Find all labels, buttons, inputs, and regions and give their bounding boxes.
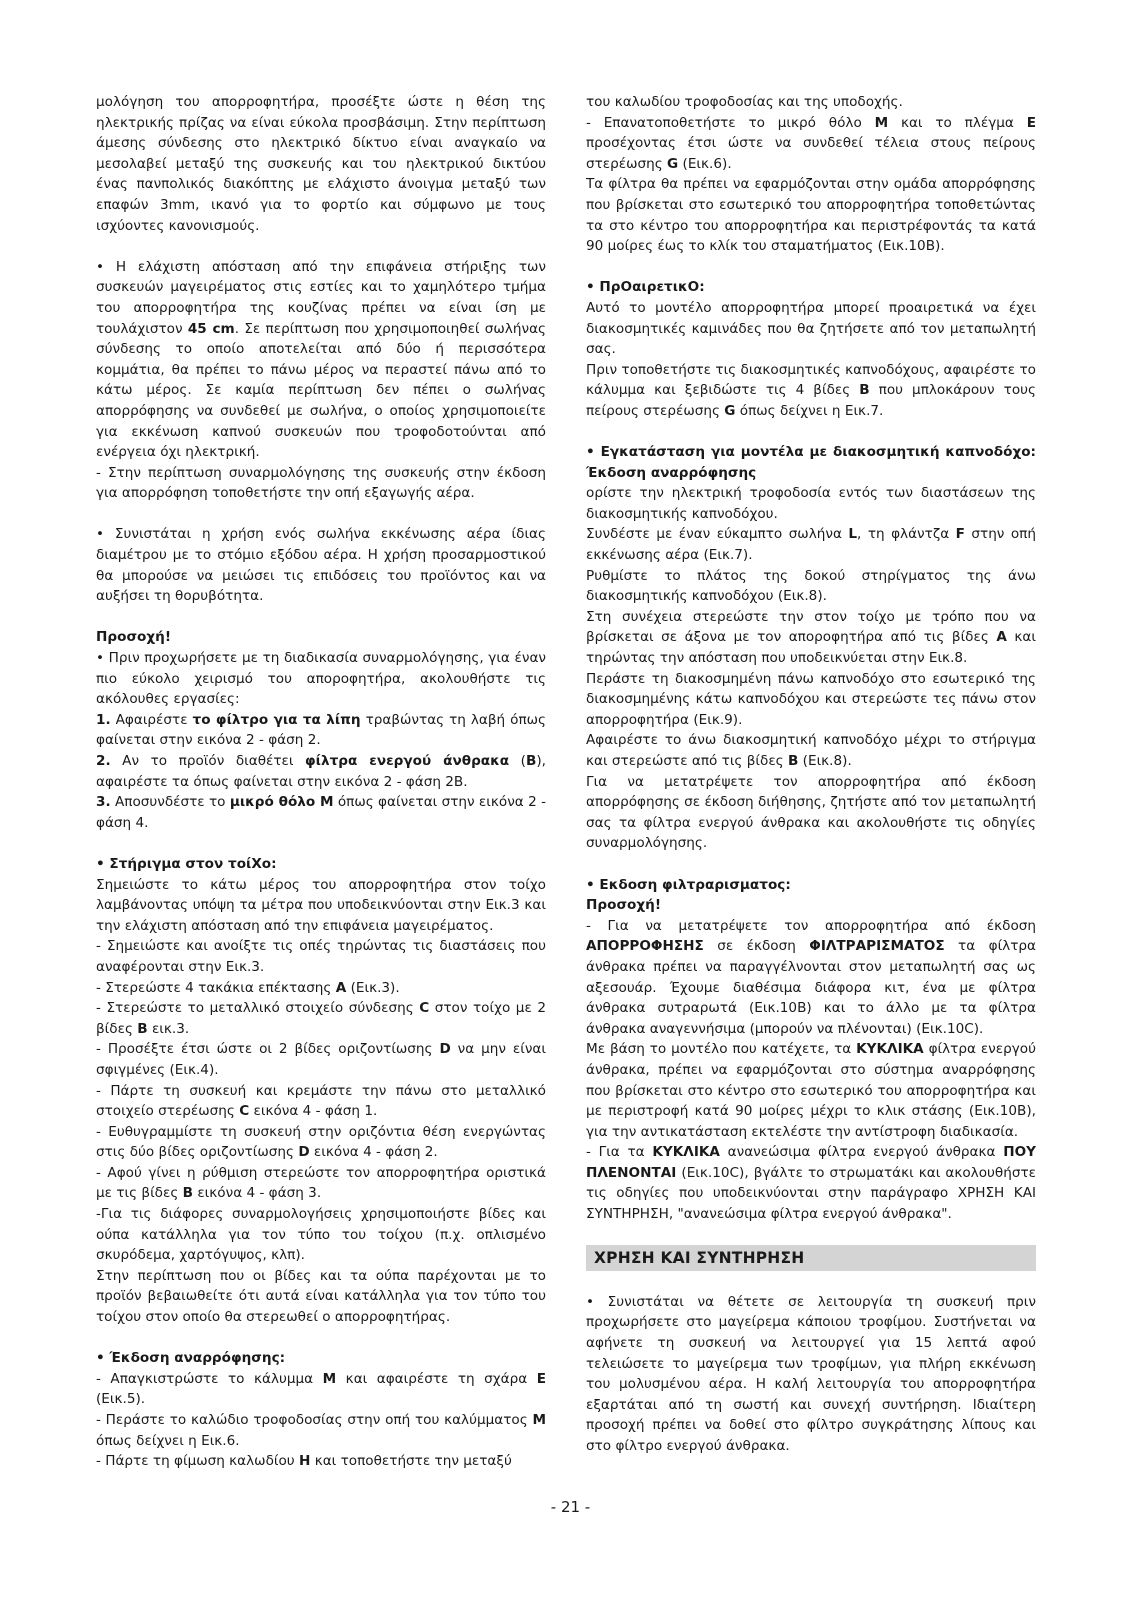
text-run: - Προσέξτε έτσι ώστε οι 2 βίδες οριζοντίωσης — [96, 1041, 440, 1058]
bold-text: L — [848, 526, 858, 543]
paragraph — [586, 113, 1036, 175]
text-run: - Επανατοποθετήστε το μικρό θόλο — [586, 114, 875, 131]
right-column — [586, 92, 1036, 1457]
bold-text: G — [667, 155, 679, 172]
bold-text: B — [787, 753, 799, 769]
section-heading: ΧΡΗΣΗ ΚΑΙ ΣΥΝΤΗΡΗΣΗ — [586, 1245, 1036, 1271]
paragraph — [586, 1142, 1036, 1224]
text-run: • Η ελάχιστη απόσταση από την επιφάνεια στήριξης των συσκευών μαγειρέματος στις εστίες και το χαμηλότερο τμήμα του απορροφητήρα της κουζίνας πρέπει να είναι ίση με τουλάχιστον — [96, 258, 546, 337]
text-run: - Για τα — [586, 1144, 653, 1161]
paragraph: Τα φίλτρα θα πρέπει να εφαρμόζονται στην ομάδα απορρόφησης που βρίσκεται στο εσωτερικό του απορροφητήρα τοποθετώντας τα στο κέντρο του απορροφητήρα και περιστρέφοντάς τα κατά 90 μοίρες έως το κλίκ του σταματήματος (Εικ.10Β). — [586, 176, 1036, 255]
paragraph — [96, 1163, 546, 1204]
paragraph — [96, 1410, 546, 1451]
bold-text: C — [239, 1103, 250, 1120]
bold-text: B — [859, 382, 870, 399]
left-column — [96, 92, 546, 1472]
paragraph: - Στην περίπτωση συναρμολόγησης της συσκευής στην έκδοση για απορρόφηση τοποθετήστε την οπή εξαγωγής αέρα. — [96, 464, 546, 502]
text-run: και το πλέγμα — [888, 114, 1027, 131]
text-run: Με βάση το μοντέλο που κατέχετε, τα — [586, 1041, 857, 1058]
paragraph: ορίστε την ηλεκτρική τροφοδοσία εντός των διαστάσεων της διακοσμητικής καπνοδόχου. — [586, 485, 1036, 522]
bold-text: M — [532, 1412, 546, 1428]
text-run: - Στερεώστε 4 τακάκια επέκτασης — [96, 979, 336, 996]
paragraph — [96, 1369, 546, 1410]
paragraph — [96, 1081, 546, 1122]
text-run: (Εικ.10C), βγάλτε το στρωματάκι και ακολουθήστε τις οδηγίες που υποδεικνύονται στην παράγραφο ΧΡΗΣΗ ΚΑΙ ΣΥΝΤΗΡΗΣΗ, "ανανεώσιμα φίλτρα ενεργού άνθρακα". — [586, 1164, 1036, 1223]
paragraph: Για να μετατρέψετε τον απορροφητήρα από έκδοση απορρόφησης σε έκδοση διήθησης, ζητήστε από τον μεταπωλητή σας τα φίλτρα ενεργού άνθρακα και ακολουθήστε τις οδηγίες συναρμολόγησης. — [586, 773, 1036, 852]
paragraph — [96, 751, 546, 792]
text-run: όπως δείχνει η Εικ.7. — [735, 402, 884, 419]
subheading: • Έκδοση αναρρόφησης: — [96, 1350, 286, 1367]
text-run: - Ευθυγραμμίστε τη συσκευή στην οριζόντια θέση ενεργώντας στις δύο βίδες οριζοντίωσης — [96, 1123, 546, 1161]
paragraph: Αυτό το μοντέλο απορροφητήρα μπορεί προαιρετικά να έχει διακοσμητικές καμινάδες που θα ζητήσετε από τον μεταπωλητή σας. — [586, 299, 1036, 358]
bold-text: ΠΟΥ ΠΛΕΝΟΝΤΑΙ — [586, 1144, 1037, 1181]
paragraph: μολόγηση του απορροφητήρα, προσέξτε ώστε η θέση της ηλεκτρικής πρίζας να είναι εύκολα προσβάσιμη. Στην περίπτωση άμεσης σύνδεσης στο ηλεκτρικό δίκτυο είναι αναγκαίο να μεσολαβεί μεταξύ της συσκευής και του ηλεκτρικού δικτύου ένας πανπολικός διακόπτης με ελάχιστο άνοιγμα μεταξύ των επαφών 3mm, ικανό για το φορτίο και σύμφωνο με τους ισχύοντες κανονισμούς. — [96, 94, 546, 234]
bold-text: C — [419, 1000, 430, 1017]
bold-text: 3. — [96, 794, 111, 811]
text-run: - Αφού γίνει η ρύθμιση στερεώστε τον απορροφητήρα οριστικά με τις βίδες — [96, 1164, 546, 1202]
text-run: και αφαιρέστε τη σχάρα — [336, 1370, 537, 1387]
text-run: - Για να μετατρέψετε τον απορροφητήρα από έκδοση — [586, 917, 1036, 934]
paragraph: Περάστε τη διακοσμημένη πάνω καπνοδόχο στο εσωτερικό της διακοσμημένης κάτω καπνοδόχου και στερεώστε τες πάνω στον απορροφητήρα (Εικ.9). — [586, 670, 1036, 728]
text-run: Στη συνέχεια στερεώστε την στον τοίχο με τρόπο που να βρίσκεται σε άξονα με τον απορoφητήρα από τις βίδες — [586, 608, 1036, 646]
subheading: • ΠρΟαιρετικΟ: — [586, 279, 705, 296]
bold-text: E — [1026, 114, 1036, 131]
text-run: φίλτρα ενεργού άνθρακα, πρέπει να εφαρμόζονται στο σύστημα αναρρόφησης που βρίσκεται στο κέντρο στο εσωτερικό του απορροφητήρα και με περιστροφή κατά 90 μοίρες μέχρι το κλικ στάσης (Εικ.10Β), για την αντικατάσταση εκτελέστε την αντίστροφη διαδικασία. — [586, 1041, 1036, 1140]
paragraph: του καλωδίου τροφοδοσίας και της υποδοχής. — [586, 94, 903, 110]
bold-text: ΚΥΚΛΙΚΑ — [856, 1041, 924, 1058]
text-run: - Στερεώστε το μεταλλικό στοιχείο σύνδεσης — [96, 1000, 420, 1017]
paragraph: - Σημειώστε και ανοίξτε τις οπές τηρώντας τις διαστάσεις που αναφέρονται στην Εικ.3. — [96, 938, 546, 975]
bold-text: D — [298, 1144, 310, 1161]
text-run: και τηρώντας την απόσταση που υποδεικνύεται στην Εικ.8. — [586, 629, 1036, 667]
text-run: να μην είναι σφιγμένες (Εικ.4). — [96, 1041, 546, 1078]
text-run: εικόνα 4 - φάση 1. — [249, 1103, 378, 1120]
bold-text: ΚΥΚΛΙΚΑ — [652, 1144, 720, 1161]
text-run: Συνδέστε με έναν εύκαμπτο σωλήνα — [586, 526, 849, 543]
text-run: εικ.3. — [147, 1020, 190, 1037]
text-run: όπως φαίνεται στην εικόνα 2 - φάση 4. — [96, 794, 546, 831]
bold-text: G — [724, 402, 736, 419]
text-run: τραβώντας τη λαβή όπως φαίνεται στην εικόνα 2 - φάση 2. — [96, 711, 547, 749]
text-run: , τη φλάντζα — [857, 526, 956, 543]
bold-text: M — [322, 1370, 337, 1387]
bold-text: ΑΠΟΡΡΟΦΗΣΗΣ — [586, 938, 704, 955]
text-run: που μπλοκάρουν τους πείρους στερέωσης — [586, 382, 1036, 419]
paragraph — [586, 607, 1036, 669]
bold-text: A — [335, 979, 347, 996]
text-run: τα φίλτρα άνθρακα πρέπει να παραγγέλνονται στον μεταπωλητή σας ως αξεσουάρ. Έχουμε διαθέσιμα διάφορα κιτ, ένα με φίλτρα άνθρακα συτραρωτά (Εικ.10Β) και το άλλο με τα φίλτρα άνθρακα αναγεννήσιμα (μπορούν να πλένονται) (Εικ.10C). — [586, 938, 1036, 1037]
bold-text: B — [182, 1185, 194, 1202]
paragraph — [96, 710, 546, 751]
subheading: • Εγκατάσταση για μοντέλα με διακοσμητική καπνοδόχο: Έκδοση αναρρόφησης — [586, 444, 1036, 481]
bold-text: 45 cm — [187, 320, 235, 337]
text-run: - Απαγκιστρώστε το κάλυμμα — [96, 1370, 323, 1387]
bold-text: F — [955, 526, 965, 543]
paragraph — [96, 792, 546, 833]
bold-text: M — [874, 114, 889, 131]
paragraph: • Συνιστάται η χρήση ενός σωλήνα εκκένωσης αέρα ίδιας διαμέτρου με το στόμιο εξόδου αέρα. Η χρήση προσαρμοστικού θα μπορούσε να μειώσει τις επιδόσεις του προϊόντος και να αυξήσει τη θορυβότητα. — [96, 526, 546, 605]
paragraph — [586, 1039, 1036, 1142]
text-run: εικόνα 4 - φάση 3. — [193, 1185, 322, 1202]
page-number: - 21 - — [550, 1498, 591, 1516]
paragraph — [586, 524, 1036, 565]
paragraph: • Πριν προχωρήσετε με τη διαδικασία συναρμολόγησης, για έναν πιο εύκολο χειρισμό του αποροφητήρα, ακολουθήστε τις ακόλουθες εργασίες: — [96, 650, 546, 708]
text-run: στην οπή εκκένωσης αέρα (Εικ.7). — [586, 526, 1036, 564]
bold-text: 1. — [96, 711, 111, 728]
bold-text: φίλτρα ενεργού άνθρακα — [305, 753, 510, 769]
bold-text: μικρό θόλο M — [229, 794, 334, 811]
bold-text: A — [996, 629, 1007, 646]
text-run: εικόνα 4 - φάση 2. — [309, 1144, 438, 1161]
subheading: Προσοχή! — [96, 629, 172, 646]
bold-text: B — [137, 1020, 148, 1037]
subheading: • Εκδοση φιλτραρισματος: — [586, 876, 791, 893]
paragraph — [586, 360, 1036, 422]
bold-text: D — [439, 1041, 451, 1058]
paragraph — [96, 1122, 546, 1163]
paragraph: Ρυθμίστε το πλάτος της δοκού στηρίγματος της άνω διακοσμητικής καπνοδόχου (Εικ.8). — [586, 567, 1036, 605]
bold-text: B — [526, 753, 537, 769]
paragraph: Στην περίπτωση που οι βίδες και τα ούπα παρέχονται με το προϊόν βεβαιωθείτε ότι αυτά είναι κατάλληλα για τον τύπο του τοίχου στον οποίο θα στερεωθεί ο απορροφητήρας. — [96, 1267, 546, 1326]
text-run: Αποσυνδέστε το — [110, 794, 230, 811]
text-run: (Εικ.6). — [678, 155, 732, 172]
subheading: • Στήριγμα στον τοίΧο: — [96, 855, 277, 872]
bold-text: 2. — [96, 753, 111, 769]
text-run: προσέχοντας έτσι ώστε να συνδεθεί τέλεια στους πείρους στερέωσης — [586, 135, 1036, 172]
paragraph: Σημειώστε το κάτω μέρος του απορροφητήρα στον τοίχο λαμβάνοντας υπόψη τα μέτρα που υποδεικνύονται στην Εικ.3 και την ελάχιστη απόσταση από την επιφάνεια μαγειρέματος. — [96, 876, 546, 934]
paragraph: • Συνιστάται να θέτετε σε λειτουργία τη συσκευή πριν προχωρήσετε στο μαγείρεμα κάποιου τροφίμου. Συστήνεται να αφήνετε τη συσκευή να λειτουργεί για 15 λεπτά αφού τελειώσετε το μαγείρεμα των τροφίμων, για πλήρη εκκένωση του μολυσμένου αέρα. Η καλή λειτουργία του απορροφητήρα εξαρτάται από τη σωστή και συνεχή συντήρηση. Ιδιαίτερη προσοχή πρέπει να δοθεί στο φίλτρο συγκράτησης λίπους και στο φίλτρο ενεργού άνθρακα. — [586, 1293, 1036, 1454]
text-run: (Εικ.3). — [346, 979, 400, 996]
text-run: στον τοίχο με 2 βίδες — [96, 1000, 546, 1037]
text-run: - Περάστε το καλώδιο τροφοδοσίας στην οπή του καλύμματος — [96, 1412, 533, 1428]
bold-text: ΦΙΛΤΡΑΡΙΣΜΑΤΟΣ — [809, 938, 945, 955]
bold-text: E — [536, 1370, 546, 1387]
text-run: . Σε περίπτωση που χρησιμοποιηθεί σωλήνας σύνδεσης το οποίο αποτελείται από δύο ή περισσότερα κομμάτια, θα πρέπει το πάνω μέρος να περαστεί πάνω από το κάτω μέρος. Σε καμία περίπτωση δεν πέπει ο σωλήνας απορρόφησης να συνδεθεί με σωλήνα, ο οποίος χρησιμοποιείτε για εκκένωση καπνού συσκευών που τροφοδοτούνται από ενέργεια όχι ηλεκτρική. — [96, 320, 547, 461]
paragraph — [96, 1451, 546, 1472]
text-run: σε έκδοση — [703, 938, 810, 955]
paragraph — [96, 978, 546, 999]
paragraph — [96, 1039, 546, 1080]
text-run: (Εικ.5). — [96, 1391, 146, 1408]
paragraph: -Για τις διάφορες συναρμολογήσεις χρησιμοποιήστε βίδες και ούπα κατάλληλα για τον τύπο του τοίχου (π.χ. οπλισμένο σκυρόδεμα, χαρτόγυψος, κλπ). — [96, 1206, 546, 1264]
bold-text: το φίλτρο για τα λίπη — [192, 711, 361, 728]
text-run: (Εικ.8). — [798, 753, 852, 769]
text-run: - Πάρτε τη φίμωση καλωδίου — [96, 1453, 299, 1470]
bold-text: H — [298, 1453, 311, 1470]
text-run: ), αφαιρέστε τα όπως φαίνεται στην εικόνα 2 - φάση 2Β. — [96, 753, 546, 790]
text-run: Αν το προϊόν διαθέτει — [110, 753, 306, 769]
text-run: Αφαιρέστε το άνω διακοσμητική καπνοδόχο μέχρι το στήριγμα και στερεώστε από τις βίδες — [586, 732, 1036, 769]
text-run: - Πάρτε τη συσκευή και κρεμάστε την πάνω στο μεταλλικό στοιχείο στερέωσης — [96, 1082, 546, 1120]
paragraph — [586, 916, 1036, 1040]
text-run: όπως δείχνει η Εικ.6. — [96, 1432, 240, 1449]
text-run: ( — [509, 753, 526, 769]
text-run: Αφαιρέστε — [110, 711, 193, 728]
paragraph — [586, 730, 1036, 771]
text-run: και τοποθετήστε την μεταξύ — [310, 1453, 512, 1470]
subheading: Προσοχή! — [586, 897, 662, 914]
paragraph — [96, 998, 546, 1039]
text-run: ανανεώσιμα φίλτρα ενεργού άνθρακα — [719, 1144, 1004, 1161]
paragraph — [96, 257, 546, 463]
text-run: Πριν τοποθετήστε τις διακοσμητικές καπνοδόχους, αφαιρέστε το κάλυμμα και ξεβιδώστε τις 4 βίδες — [586, 361, 1036, 399]
